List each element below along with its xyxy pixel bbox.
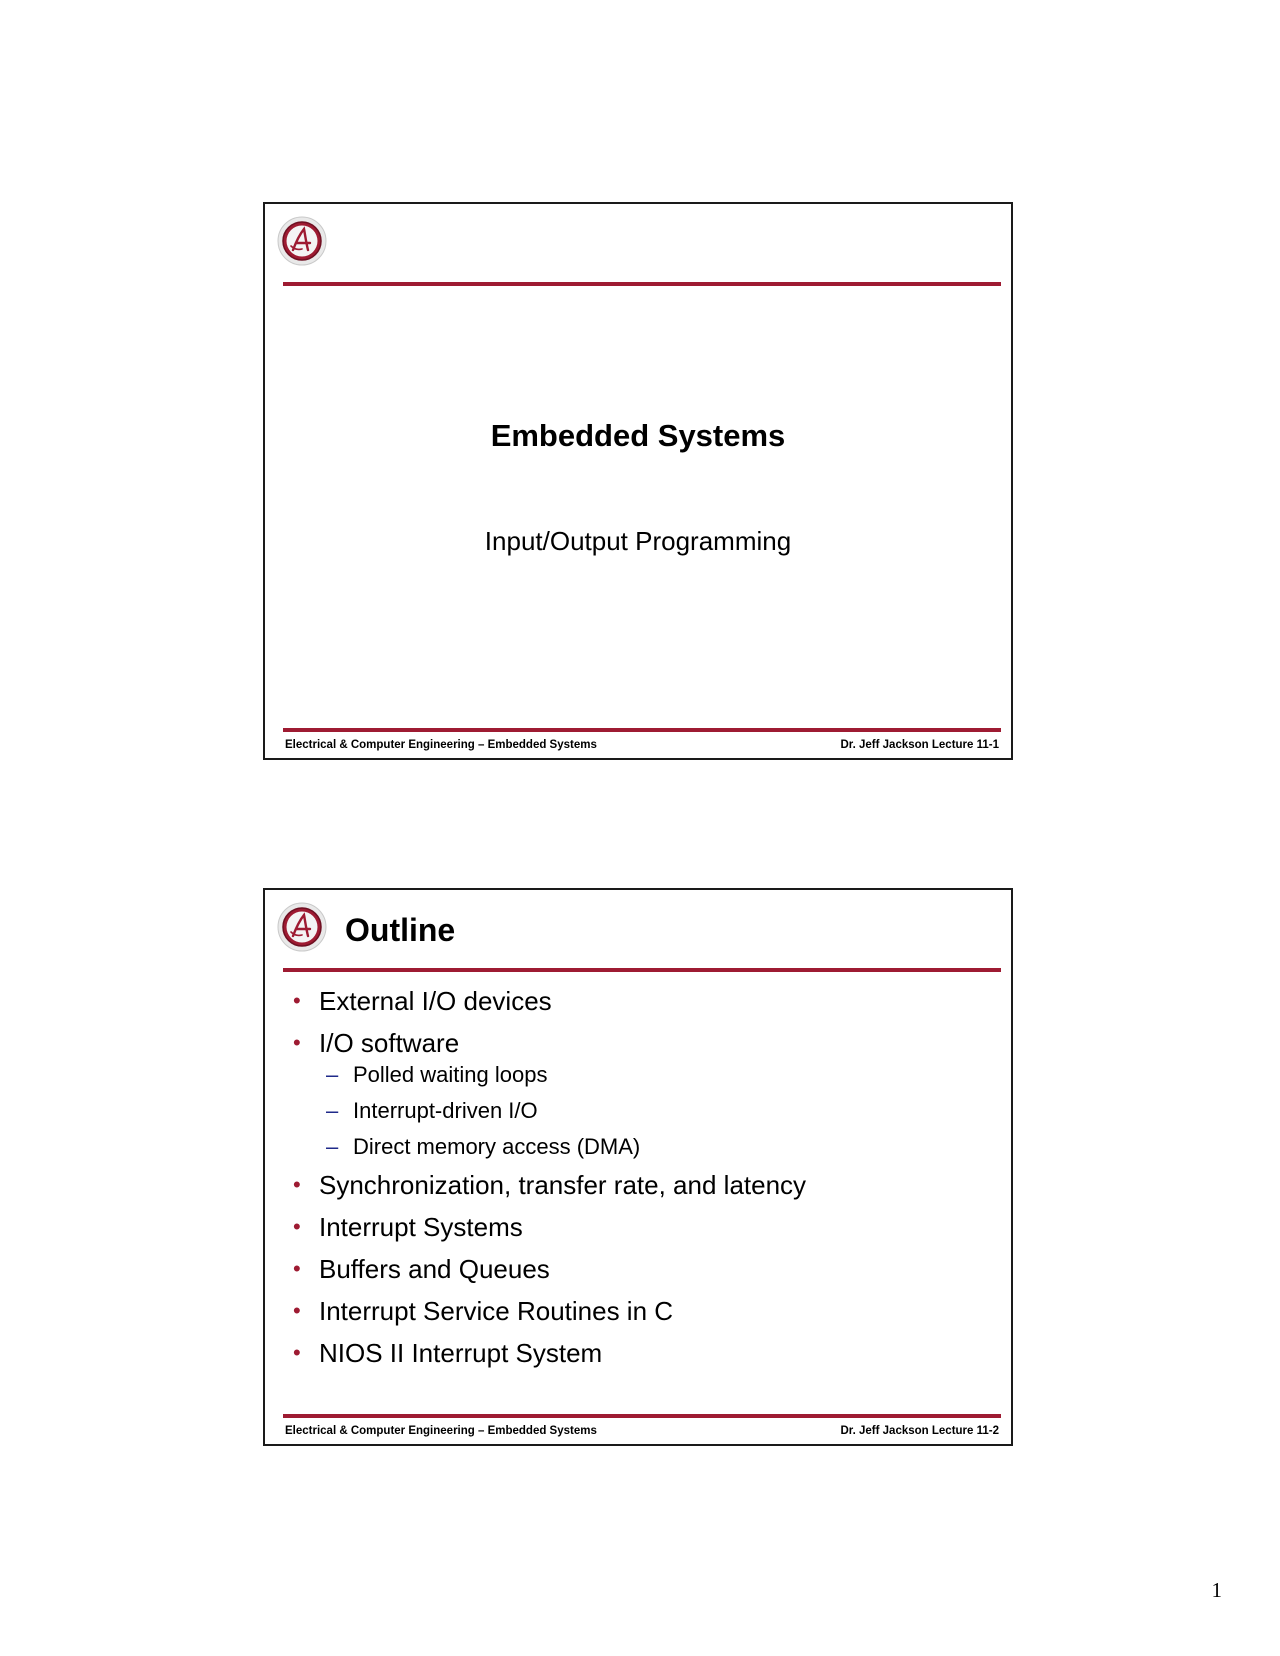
list-item <box>289 1027 991 1059</box>
list-item-text: Interrupt Systems <box>319 1212 523 1242</box>
list-item <box>289 1337 991 1369</box>
list-item <box>289 1211 991 1243</box>
footer-rule <box>283 1414 1001 1418</box>
list-item <box>289 1253 991 1285</box>
bullet-icon: • <box>293 1030 301 1055</box>
bullet-icon: • <box>293 1172 301 1197</box>
header-rule <box>283 282 1001 286</box>
list-item <box>289 1169 991 1201</box>
footer-rule <box>283 728 1001 732</box>
slide-2 <box>263 888 1013 1446</box>
footer-department: Electrical & Computer Engineering – Embedded Systems <box>285 1425 597 1437</box>
slide-subtitle: Input/Output Programming <box>484 526 792 556</box>
list-item <box>289 1295 991 1327</box>
list-item-text: Synchronization, transfer rate, and latency <box>319 1170 807 1200</box>
dash-icon: – <box>326 1062 339 1087</box>
sub-list-container <box>289 1061 991 1161</box>
sub-list-item <box>289 1133 991 1161</box>
sub-list-item-text: Interrupt-driven I/O <box>353 1098 538 1123</box>
footer-lecture: Dr. Jeff Jackson Lecture 11-1 <box>840 739 999 751</box>
sub-list <box>289 1061 991 1161</box>
header-rule <box>283 968 1001 972</box>
bullet-icon: • <box>293 1298 301 1323</box>
university-logo-icon <box>277 902 327 952</box>
dash-icon: – <box>326 1134 339 1159</box>
bullet-icon: • <box>293 1214 301 1239</box>
list-item <box>289 985 991 1017</box>
slide-heading: Outline <box>345 912 456 948</box>
list-item-text: Interrupt Service Routines in C <box>319 1296 674 1326</box>
outline-list <box>289 985 991 1379</box>
slide-title: Embedded Systems <box>490 418 786 453</box>
bullet-icon: • <box>293 1340 301 1365</box>
list-item-text: I/O software <box>319 1028 460 1058</box>
sub-list-item-text: Polled waiting loops <box>353 1062 548 1087</box>
footer-lecture: Dr. Jeff Jackson Lecture 11-2 <box>840 1425 999 1437</box>
page-number: 1 <box>1211 1578 1222 1602</box>
university-logo-icon <box>277 216 327 266</box>
sub-list-item-text: Direct memory access (DMA) <box>353 1134 641 1159</box>
slide-1 <box>263 202 1013 760</box>
bullet-icon: • <box>293 988 301 1013</box>
bullet-icon: • <box>293 1256 301 1281</box>
footer-department: Electrical & Computer Engineering – Embedded Systems <box>285 739 597 751</box>
list-item-text: External I/O devices <box>319 986 552 1016</box>
list-item-text: Buffers and Queues <box>319 1254 550 1284</box>
sub-list-item <box>289 1061 991 1089</box>
dash-icon: – <box>326 1098 339 1123</box>
sub-list-item <box>289 1097 991 1125</box>
list-item-text: NIOS II Interrupt System <box>319 1338 603 1368</box>
